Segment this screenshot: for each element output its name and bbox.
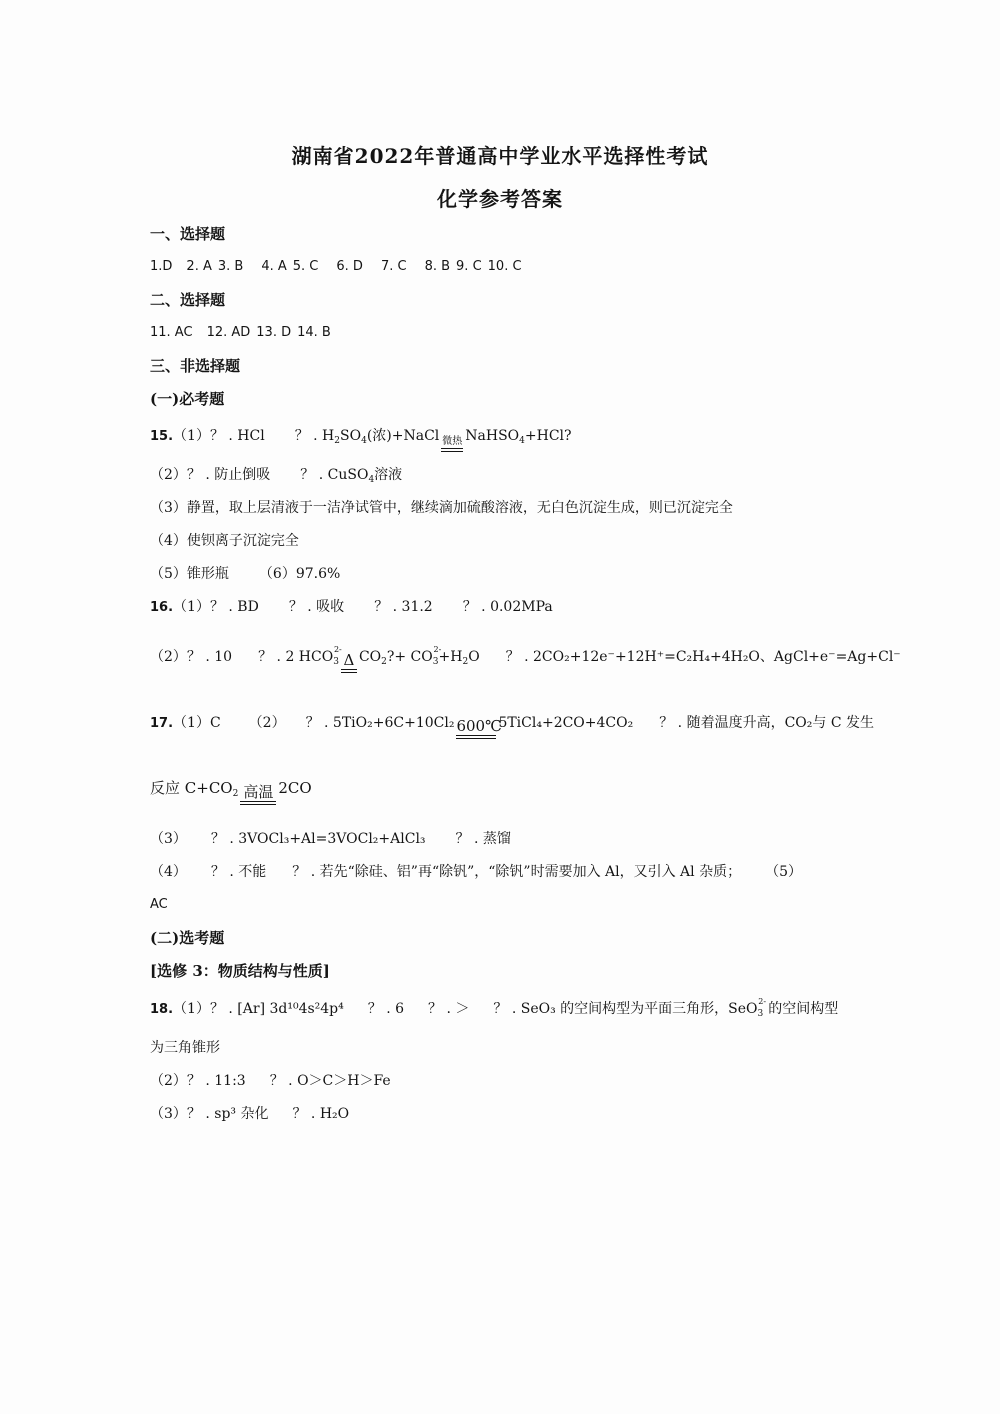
q17-part2-continued: 反应 $C+CO_2$ 高温 2CO	[150, 778, 312, 805]
answer-9: 9. C	[456, 259, 482, 274]
q16-number: 16.	[150, 600, 174, 615]
answer-14: 14. B	[297, 325, 331, 340]
answer-4: 4. A	[261, 259, 287, 274]
q16-part2: （2）？ . 10 ？ . 2 $HCO_3$ 2- Δ $CO_2?+ CO_3$ 2- $+H_2O$ ？ . 2CO₂+12e⁻+12H⁺=C₂H₄+4H₂O、AgCl+e⁻=Ag+Cl⁻	[150, 647, 901, 673]
q17-part1-2: 17.（1）C （2） ？ . 5TiO₂+6C+10Cl₂ 600℃ 5TiCl₄+2CO+4CO₂ ？ . 随着温度升高，CO₂与 C 发生	[150, 713, 874, 739]
q17-part3: （3） ？ . 3VOCl₃+Al=3VOCl₂+AlCl₃ ？ . 蒸馏	[150, 831, 511, 847]
reaction-condition-heat: 微热	[441, 437, 463, 452]
document-subtitle: 化学参考答案	[437, 187, 563, 211]
q18-part1-continued: 为三角锥形	[150, 1040, 220, 1056]
q18-number: 18.	[150, 1002, 174, 1017]
answer-1: 1.D	[150, 259, 173, 274]
q16-2-equation: ？ . 2 $HCO_3$ 2- Δ $CO_2?+ CO_3$ 2- $+H_2O$	[258, 649, 480, 665]
q15-number: 15.	[150, 429, 174, 444]
q15-part2: （2）？ . 防止倒吸 ？ . CuSO$_4$溶液	[150, 467, 403, 485]
q15-part4: （4）使钡离子沉淀完全	[150, 533, 299, 549]
q17-number: 17.	[150, 716, 174, 731]
reaction-condition-delta: Δ	[341, 653, 357, 673]
elective-questions-heading: (二)选考题	[150, 929, 225, 947]
q15-part5-6: （5）锥形瓶 （6）97.6%	[150, 566, 341, 582]
q18-part1: 18.（1）？ . [Ar] 3d¹⁰4s²4p⁴ ？ . 6 ？ . ＞ ？ . SeO₃ 的空间构型为平面三角形，SeO$_3$ 2- 的空间构型	[150, 997, 839, 1019]
q18-part3: （3）？ . sp³ 杂化 ？ . H₂O	[150, 1106, 350, 1122]
q17-part5-answer: AC	[150, 897, 168, 912]
answer-2: 2. A	[186, 259, 212, 274]
part1-answers	[150, 257, 522, 277]
answer-12: 12. AD	[206, 325, 251, 340]
answer-6: 6. D	[336, 259, 363, 274]
section-heading-part3: 三、非选择题	[150, 357, 241, 375]
q15-part1: 15.（1）？ . HCl ？ . $H_2SO_4$(浓)+NaCl 微热 NaHSO$_4$+HCl?	[150, 426, 572, 452]
section-heading-part1: 一、选择题	[150, 225, 226, 243]
q17-part4: （4） ？ . 不能 ？ . 若先“除硅、铝”再“除钒”，“除钒”时需要加入 Al，又引入 Al 杂质； （5）	[150, 864, 803, 880]
answer-7: 7. C	[380, 259, 407, 274]
part2-answers	[150, 323, 331, 343]
answer-11: 11. AC	[150, 325, 193, 340]
q15-part3: （3）静置，取上层清液于一洁净试管中，继续滴加硫酸溶液，无白色沉淀生成，则已沉淀完全	[150, 500, 733, 516]
elective-module-title: [选修 3：物质结构与性质]	[150, 962, 330, 980]
section-heading-part2: 二、选择题	[150, 291, 226, 309]
q18-part2: （2）？ . 11:3 ？ . O＞C＞H＞Fe	[150, 1073, 391, 1089]
required-questions-heading: (一)必考题	[150, 390, 225, 408]
document-title: 湖南省2022年普通高中学业水平选择性考试	[291, 144, 709, 168]
answer-10: 10. C	[487, 259, 522, 274]
answer-8: 8. B	[424, 259, 451, 274]
q16-part1: 16.（1）？ . BD ？ . 吸收 ？ . 31.2 ？ . 0.02MPa	[150, 599, 553, 615]
answer-5: 5. C	[292, 259, 319, 274]
answer-13: 13. D	[256, 325, 292, 340]
answer-3: 3. B	[217, 259, 244, 274]
reaction-condition-high-temp: 高温	[240, 785, 276, 805]
reaction-condition-600c: 600℃	[456, 719, 496, 739]
q15-1-equation: ？ . $H_2SO_4$(浓)+NaCl 微热 NaHSO$_4$+HCl?	[295, 428, 572, 444]
q15-1-answer-a: ？ . HCl	[209, 428, 265, 444]
